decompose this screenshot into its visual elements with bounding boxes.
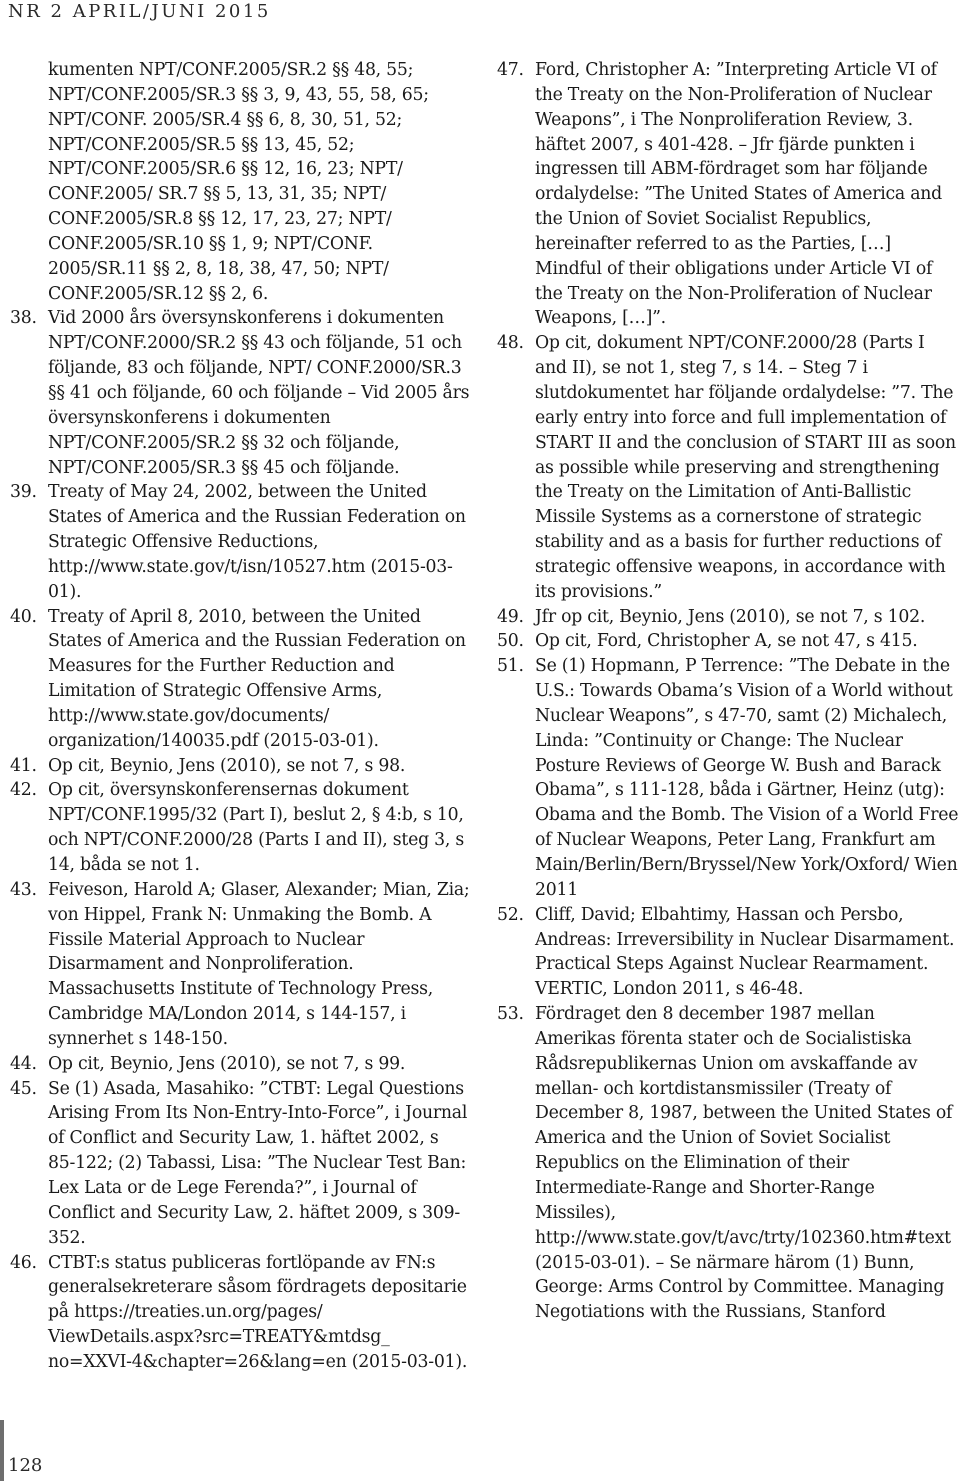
endnote-52	[497, 903, 960, 1002]
note-text: Op cit, Beynio, Jens (2010), se not 7, s 99.	[48, 1053, 406, 1074]
endnote-41	[10, 754, 470, 779]
note-text: CTBT:s status publiceras fortlöpande av FN:s generalsekreterare såsom fördragets depositarie på https://treaties.un.org/pages/ ViewDetails.aspx?src=TREATY&mtdsg_ no=XXVI-4&chapter=26&lang=en (2015-03-01).	[48, 1252, 468, 1372]
note-number: 44.	[10, 1053, 37, 1074]
note-number: 38.	[10, 308, 37, 329]
note-number: 39.	[10, 482, 37, 503]
note-number: 40.	[10, 606, 37, 627]
note-text: Op cit, dokument NPT/CONF.2000/28 (Parts I and II), se not 1, steg 7, s 14. – Steg 7 i slutdokumentet har följande ordalydelse: ”7. The early entry into force and full implementation of START II and the conclusion of START III as soon as possible while preserving and strengthening the Treaty on the Limitation of Anti-Ballistic Missile Systems as a cornerstone of strategic stability and as a basis for further reductions of strategic offensive weapons, in accordance with its provisions.”	[535, 333, 956, 602]
endnote-39	[10, 480, 470, 604]
note-text: Vid 2000 års översynskonferens i dokumenten NPT/CONF.2000/SR.2 §§ 43 och följande, 51 och följande, 83 och följande, NPT/ CONF.2000/SR.3 §§ 41 och följande, 60 och följande – Vid 2005 års översynskonferens i dokumenten NPT/CONF.2005/SR.2 §§ 32 och följande, NPT/CONF.2005/SR.3 §§ 45 och följande.	[48, 308, 470, 478]
note-number: 46.	[10, 1252, 37, 1273]
note-text: Op cit, översynskonferensernas dokument NPT/CONF.1995/32 (Part I), beslut 2, § 4:b, s 10, och NPT/CONF.2000/28 (Parts I and II), steg 3, s 14, båda se not 1.	[48, 780, 464, 875]
note-number: 47.	[497, 60, 524, 80]
note-number: 48.	[497, 333, 524, 354]
endnote-44	[10, 1052, 470, 1077]
note-number: 52.	[497, 904, 524, 925]
endnote-53	[497, 1002, 960, 1325]
endnote-40	[10, 605, 470, 754]
note-text: Op cit, Beynio, Jens (2010), se not 7, s 98.	[48, 755, 406, 776]
note-text: Feiveson, Harold A; Glaser, Alexander; Mian, Zia; von Hippel, Frank N: Unmaking the Bomb. A Fissile Material Approach to Nuclear Disarmament and Nonproliferation. Massachusetts Institute of Technology Press, Cambridge MA/London 2014, s 144-157, i synnerhet s 148-150.	[48, 879, 470, 1049]
running-header: NR 2 APRIL/JUNI 2015	[8, 1, 271, 22]
right-column	[497, 58, 960, 1325]
note-number: 50.	[497, 631, 524, 652]
endnote-51	[497, 654, 960, 902]
endnote-42	[10, 778, 470, 877]
note-number: 43.	[10, 879, 37, 900]
note-number: 42.	[10, 780, 37, 801]
endnote-46	[10, 1251, 470, 1375]
margin-rule	[0, 1420, 4, 1481]
endnote-38	[10, 306, 470, 480]
endnote-47	[497, 58, 960, 331]
note-number: 53.	[497, 1004, 524, 1025]
note-text: Op cit, Ford, Christopher A, se not 47, s 415.	[535, 631, 918, 652]
note-continuation: kumenten NPT/CONF.2005/SR.2 §§ 48, 55; NPT/CONF.2005/SR.3 §§ 3, 9, 43, 55, 58, 65; NPT/CONF. 2005/SR.4 §§ 6, 8, 30, 51, 52; NPT/CONF.2005/SR.5 §§ 13, 45, 52; NPT/CONF.2005/SR.6 §§ 12, 16, 23; NPT/ CONF.2005/ SR.7 §§ 5, 13, 31, 35; NPT/ CONF.2005/SR.8 §§ 12, 17, 23, 27; NPT/ CONF.2005/SR.10 §§ 1, 9; NPT/CONF. 2005/SR.11 §§ 2, 8, 18, 38, 47, 50; NPT/ CONF.2005/SR.12 §§ 2, 6.	[48, 60, 429, 304]
note-text: Jfr op cit, Beynio, Jens (2010), se not 7, s 102.	[535, 606, 926, 627]
note-text: Treaty of May 24, 2002, between the United States of America and the Russian Federation on Strategic Offensive Reductions, http://www.state.gov/t/isn/10527.htm (2015-03-01).	[48, 482, 466, 602]
endnote-49	[497, 605, 960, 630]
note-text: Ford, Christopher A: ”Interpreting Article VI of the Treaty on the Non-Proliferation of Nuclear Weapons”, i The Nonproliferation Review, 3. häftet 2007, s 401-428. – Jfr fjärde punkten i ingressen till ABM-fördraget som har följande ordalydelse: ”The United States of America and the Union of Soviet Socialist Republics, hereinafter referred to as the Parties, […] Mindful of their obligations under Article VI of the Treaty on the Non-Proliferation of Nuclear Weapons, […]”.	[535, 60, 942, 329]
endnote-45	[10, 1077, 470, 1251]
endnote-48	[497, 331, 960, 604]
note-number: 51.	[497, 656, 524, 677]
left-column	[10, 58, 470, 1375]
page-number: 128	[8, 1455, 43, 1476]
note-text: Cliff, David; Elbahtimy, Hassan och Persbo, Andreas: Irreversibility in Nuclear Disarmament. Practical Steps Against Nuclear Rearmament. VERTIC, London 2011, s 46-48.	[535, 904, 955, 1000]
note-number: 49.	[497, 606, 524, 627]
note-number: 45.	[10, 1078, 37, 1099]
note-text: Fördraget den 8 december 1987 mellan Amerikas förenta stater och de Socialistiska Rådsrepublikernas Union om avskaffande av mellan- och kortdistansmissiler (Treaty of December 8, 1987, between the United States of America and the Union of Soviet Socialist Republics on the Elimination of their Intermediate-Range and Shorter-Range Missiles), http://www.state.gov/t/avc/trty/102360.htm#text (2015-03-01). – Se närmare härom (1) Bunn, George: Arms Control by Committee. Managing Negotiations with the Russians, Stanford	[535, 1004, 953, 1323]
note-text: Treaty of April 8, 2010, between the United States of America and the Russian Federation on Measures for the Further Reduction and Limitation of Strategic Offensive Arms, http://www.state.gov/documents/ organization/140035.pdf (2015-03-01).	[48, 606, 466, 751]
note-text: Se (1) Asada, Masahiko: ”CTBT: Legal Questions Arising From Its Non-Entry-Into-Force”, i Journal of Conflict and Security Law, 1. häftet 2002, s 85-122; (2) Tabassi, Lisa: ”The Nuclear Test Ban: Lex Lata or de Lege Ferenda?”, i Journal of Conflict and Security Law, 2. häftet 2009, s 309-352.	[48, 1078, 468, 1248]
endnote-50	[497, 629, 960, 654]
note-number: 41.	[10, 755, 37, 776]
note-text: Se (1) Hopmann, P Terrence: ”The Debate in the U.S.: Towards Obama’s Vision of a World without Nuclear Weapons”, s 47-70, samt (2) Michalech, Linda: ”Continuity or Change: The Nuclear Posture Reviews of George W. Bush and Barack Obama”, s 111-128, båda i Gärtner, Heinz (utg): Obama and the Bomb. The Vision of a World Free of Nuclear Weapons, Peter Lang, Frankfurt am Main/Berlin/Bern/Bryssel/New York/Oxford/ Wien 2011	[535, 656, 959, 900]
endnote-43	[10, 878, 470, 1052]
